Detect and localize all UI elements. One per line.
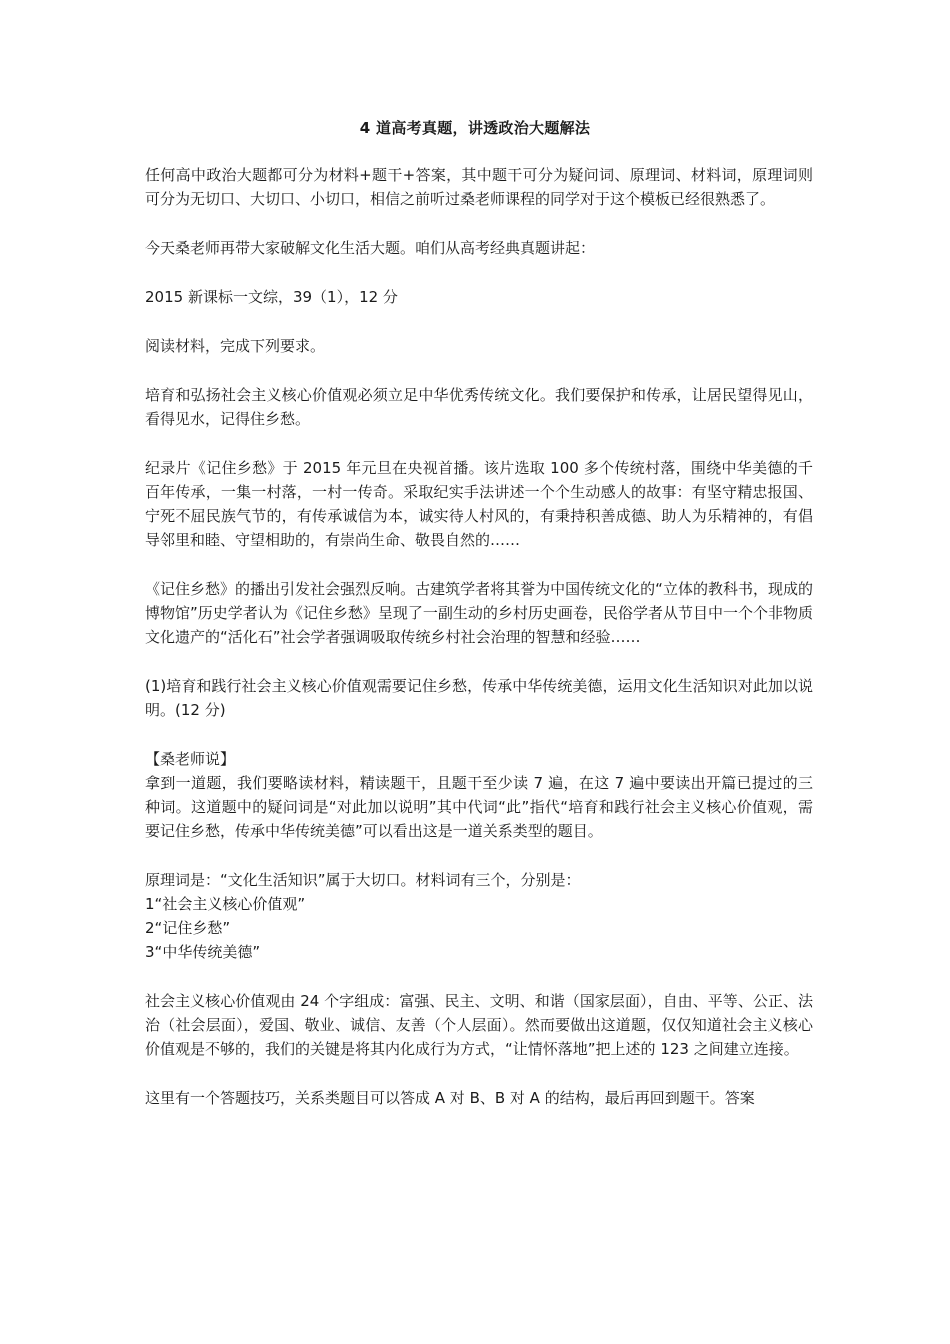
material-paragraph-1: 培育和弘扬社会主义核心价值观必须立足中华优秀传统文化。我们要保护和传承，让居民望得见山，看得见水，记得住乡愁。: [145, 386, 813, 428]
list-item: 2“记住乡愁”: [145, 919, 231, 937]
document-title: 4 道高考真题，讲透政治大题解法: [359, 119, 591, 137]
teacher-text-paragraph: 拿到一道题，我们要略读材料，精读题干，且题干至少读 7 遍，在这 7 遍中要读出开篇已提过的三种词。这道题中的疑问词是“对此加以说明”其中代词“此”指代“培育和践行社会主义核心价值观，需要记住乡愁，传承中华传统美德”可以看出这是一道关系类型的题目。: [145, 774, 813, 840]
principle-intro: 原理词是：“文化生活知识”属于大切口。材料词有三个，分别是：: [145, 871, 581, 889]
tip-paragraph: 这里有一个答题技巧，关系类题目可以答成 A 对 B、B 对 A 的结构，最后再回到题干。答案: [145, 1089, 755, 1107]
teacher-heading: 【桑老师说】: [145, 750, 236, 768]
teacher-section: [145, 747, 813, 771]
list-item: 3“中华传统美德”: [145, 943, 261, 961]
today-paragraph: 今天桑老师再带大家破解文化生活大题。咱们从高考经典真题讲起：: [145, 239, 596, 257]
exam-source-paragraph: 2015 新课标一文综，39（1），12 分: [145, 288, 398, 306]
document-body: [145, 163, 813, 1135]
intro-paragraph: 任何高中政治大题都可分为材料+题干+答案，其中题干可分为疑问词、原理词、材料词，原理词则可分为无切口、大切口、小切口，相信之前听过桑老师课程的同学对于这个模板已经很熟悉了。: [145, 166, 813, 208]
list-item: 1“社会主义核心价值观”: [145, 895, 306, 913]
values-paragraph: 社会主义核心价值观由 24 个字组成：富强、民主、文明、和谐（国家层面），自由、平等、公正、法治（社会层面），爱国、敬业、诚信、友善（个人层面）。然而要做出这道题，仅仅知道社会主义核心价值观是不够的，我们的关键是将其内化成行为方式，“让情怀落地”把上述的 123 之间建立连接。: [145, 992, 813, 1058]
question-paragraph: (1)培育和践行社会主义核心价值观需要记住乡愁，传承中华传统美德，运用文化生活知识对此加以说明。(12 分): [145, 677, 813, 719]
principle-section: [145, 868, 813, 964]
material-paragraph-3: 《记住乡愁》的播出引发社会强烈反响。古建筑学者将其誉为中国传统文化的“立体的教科书，现成的博物馆”历史学者认为《记住乡愁》呈现了一副生动的乡村历史画卷，民俗学者从节目中一个个非物质文化遗产的“活化石”社会学者强调吸取传统乡村社会治理的智慧和经验……: [145, 580, 813, 646]
material-paragraph-2: 纪录片《记住乡愁》于 2015 年元旦在央视首播。该片选取 100 多个传统村落，围绕中华美德的千百年传承，一集一村落，一村一传奇。采取纪实手法讲述一个个生动感人的故事：有坚守精忠报国、宁死不屈民族气节的，有传承诚信为本，诚实待人村风的，有秉持积善成德、助人为乐精神的，有倡导邻里和睦、守望相助的，有崇尚生命、敬畏自然的……: [145, 459, 813, 549]
instruction-paragraph: 阅读材料，完成下列要求。: [145, 337, 326, 355]
